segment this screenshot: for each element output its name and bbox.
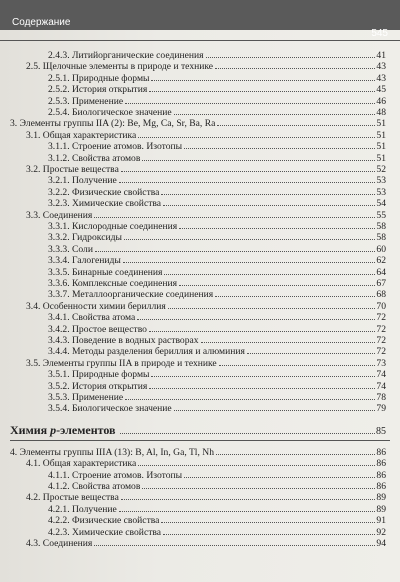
toc-entry-label: 3.3.5. Бинарные соединения <box>48 266 163 278</box>
toc-entry-page: 86 <box>376 446 386 458</box>
dot-leader <box>121 498 376 500</box>
toc-entry-page: 74 <box>376 369 386 381</box>
toc-entry <box>48 289 386 300</box>
header-page-number: 545 <box>371 28 388 39</box>
toc-entry-page: 43 <box>376 61 386 73</box>
toc-entry-page: 45 <box>376 84 386 96</box>
toc-entry <box>48 335 386 346</box>
dot-leader <box>164 273 375 275</box>
dot-leader <box>161 521 375 523</box>
dot-leader <box>123 261 376 263</box>
toc-entry-page: 53 <box>376 186 386 198</box>
toc-entry-page: 60 <box>376 243 386 255</box>
dot-leader <box>121 170 376 172</box>
dot-leader <box>125 102 375 104</box>
toc-entry <box>48 153 386 164</box>
toc-entry-page: 86 <box>376 481 386 492</box>
header-title: Содержание <box>12 17 71 28</box>
section-heading <box>10 423 386 438</box>
toc-entry <box>26 538 386 549</box>
dot-leader <box>168 307 376 309</box>
dot-leader <box>142 159 375 161</box>
toc-entry-page: 67 <box>376 278 386 289</box>
dot-leader <box>163 533 375 535</box>
toc-entry-label: 4.3. Соединения <box>26 538 93 549</box>
dot-leader <box>184 476 375 478</box>
dot-leader <box>94 544 375 546</box>
toc-entry <box>26 164 386 175</box>
dot-leader <box>119 510 376 512</box>
toc-entry-page: 72 <box>376 323 386 335</box>
toc-entry-page: 51 <box>376 129 386 141</box>
toc-entry-label: 3.5.2. История открытия <box>48 380 148 392</box>
dot-leader <box>94 216 375 218</box>
toc-entry <box>48 255 386 266</box>
toc-entry-page: 79 <box>376 403 386 415</box>
toc-entry-page: 51 <box>376 141 386 153</box>
toc-entry-label: 3.1.2. Свойства атомов <box>48 152 141 164</box>
dot-leader <box>138 464 375 466</box>
dot-leader <box>206 56 376 58</box>
toc-entry-label: 3.2.2. Физические свойства <box>48 186 160 198</box>
toc-entry <box>48 369 386 380</box>
toc-entry-page: 41 <box>376 50 386 61</box>
toc-entry <box>48 278 386 289</box>
toc-entry-label: 3.3.7. Металлоорганические соединения <box>48 289 214 301</box>
toc-entry-label: 3.2.3. Химические свойства <box>48 198 162 210</box>
toc-entry <box>48 175 386 186</box>
toc-entry-label: 3.3. Соединения <box>26 209 93 221</box>
toc-entry-page: 72 <box>376 335 386 346</box>
toc-entry <box>48 403 386 414</box>
toc-entry-label: 2.5.3. Применение <box>48 95 124 107</box>
dot-leader <box>216 453 375 455</box>
dot-leader <box>215 295 375 297</box>
toc-entry-page: 52 <box>376 164 386 175</box>
toc-entry-page: 48 <box>376 107 386 118</box>
page-header <box>0 0 400 30</box>
toc-entry-label: 3.4.1. Свойства атома <box>48 312 136 324</box>
toc-entry <box>48 312 386 323</box>
toc-entry-label: 3.5.4. Биологическое значение <box>48 403 172 415</box>
section-heading-page: 85 <box>376 425 386 437</box>
toc-entry <box>48 187 386 198</box>
toc-entry-page: 64 <box>376 266 386 278</box>
toc-entry-label: 3.1. Общая характеристика <box>26 129 137 141</box>
toc-entry <box>10 447 386 458</box>
toc-entry-label: 3.2. Простые вещества <box>26 164 119 175</box>
dot-leader <box>149 330 375 332</box>
dot-leader <box>95 250 375 252</box>
dot-leader <box>142 487 375 489</box>
toc-entry-label: 4.2.3. Химические свойства <box>48 526 162 538</box>
toc-entry-label: 3.2.1. Получение <box>48 175 117 187</box>
toc-entry-page: 86 <box>376 469 386 481</box>
dot-leader <box>247 352 375 354</box>
toc-entry-page: 51 <box>376 118 386 130</box>
toc-entry-label: 3.5. Элементы группы IIA в природе и технике <box>26 357 217 369</box>
toc-entry <box>48 392 386 403</box>
dot-leader <box>219 364 376 366</box>
dot-leader <box>201 341 376 343</box>
toc-entry-label: 4.2.2. Физические свойства <box>48 515 160 527</box>
toc-entry-page: 43 <box>376 72 386 84</box>
toc-entry-page: 78 <box>376 392 386 403</box>
dot-leader <box>124 238 375 240</box>
toc-entry <box>26 301 386 312</box>
toc-entry-label: 3. Элементы группы IIA (2): Be, Mg, Ca, Sr, Ba, Ra <box>10 118 216 130</box>
toc-entry <box>48 244 386 255</box>
toc-entry-label: 2.4.3. Литийорганические соединения <box>48 50 204 61</box>
dot-leader <box>174 409 376 411</box>
toc-entry <box>48 515 386 526</box>
toc-entry-page: 58 <box>376 221 386 232</box>
toc-entry <box>26 130 386 141</box>
toc-entry <box>48 504 386 515</box>
dot-leader <box>215 67 375 69</box>
toc-entry-label: 3.4.3. Поведение в водных растворах <box>48 335 199 346</box>
dot-leader <box>184 147 375 149</box>
toc-entry-label: 2.5.2. История открытия <box>48 84 148 96</box>
dot-leader <box>174 113 376 115</box>
toc-entry-label: 3.4.2. Простое вещество <box>48 323 147 335</box>
toc-entry <box>48 107 386 118</box>
toc-entry-label: 4.2.1. Получение <box>48 503 117 515</box>
dot-leader <box>163 204 375 206</box>
toc-entry-page: 73 <box>376 357 386 369</box>
toc-entry-page: 74 <box>376 380 386 392</box>
toc-entry <box>48 221 386 232</box>
toc-entry-page: 62 <box>376 255 386 267</box>
toc-entry-page: 51 <box>376 152 386 164</box>
toc-entry-label: 3.4. Особенности химии бериллия <box>26 300 166 312</box>
toc-entry-label: 3.5.3. Применение <box>48 392 124 403</box>
dot-leader <box>217 124 375 126</box>
toc-entry-label: 3.3.1. Кислородные соединения <box>48 221 178 232</box>
toc-entry <box>48 50 386 61</box>
toc-entry-page: 86 <box>376 458 386 470</box>
toc-entry <box>48 84 386 95</box>
toc-entry <box>26 61 386 72</box>
toc-entry-page: 58 <box>376 232 386 244</box>
toc-entry-label: 4.1. Общая характеристика <box>26 458 137 470</box>
dot-leader <box>120 433 375 434</box>
dot-leader <box>161 193 375 195</box>
dot-leader <box>125 398 375 400</box>
toc-entry-label: 3.3.4. Галогениды <box>48 255 121 267</box>
dot-leader <box>179 227 375 229</box>
toc-entry-page: 72 <box>376 312 386 324</box>
toc-entry-page: 68 <box>376 289 386 301</box>
toc-entry-label: 4.2. Простые вещества <box>26 492 119 504</box>
toc-entry <box>48 267 386 278</box>
toc-entry-label: 3.3.6. Комплексные соединения <box>48 278 178 289</box>
toc-entry-label: 3.3.2. Гидроксиды <box>48 232 122 244</box>
toc-entry <box>26 210 386 221</box>
toc-entry-label: 4.1.1. Строение атомов. Изотопы <box>48 469 183 481</box>
toc-entry-label: 3.5.1. Природные формы <box>48 369 150 381</box>
toc-entry <box>26 492 386 503</box>
toc-entry <box>48 346 386 357</box>
toc-entry <box>48 324 386 335</box>
section-heading-label: Химия p-элементов <box>10 422 116 437</box>
toc-entry-label: 3.1.1. Строение атомов. Изотопы <box>48 141 183 153</box>
toc-entry-page: 70 <box>376 300 386 312</box>
toc-entry-page: 53 <box>376 175 386 187</box>
toc-entry <box>26 358 386 369</box>
dot-leader <box>137 318 375 320</box>
toc-entry-label: 2.5. Щелочные элементы в природе и технике <box>26 61 214 73</box>
toc-entry-page: 94 <box>376 538 386 549</box>
toc-entry-page: 89 <box>376 503 386 515</box>
dot-leader <box>149 90 375 92</box>
toc-entry-label: 4. Элементы группы IIIA (13): B, Al, In, Ga, Tl, Nh <box>10 446 214 458</box>
toc-entry-page: 46 <box>376 95 386 107</box>
toc-entry <box>48 141 386 152</box>
toc-entry-label: 2.5.4. Биологическое значение <box>48 107 172 118</box>
toc-entry-page: 54 <box>376 198 386 210</box>
toc-entry-page: 55 <box>376 209 386 221</box>
toc-entry-page: 91 <box>376 515 386 527</box>
toc-entry-page: 89 <box>376 492 386 504</box>
toc-entry-label: 3.3.3. Соли <box>48 243 93 255</box>
toc-entry <box>48 198 386 209</box>
toc-entry-page: 72 <box>376 346 386 358</box>
dot-leader <box>149 387 375 389</box>
toc-entry <box>48 527 386 538</box>
toc-entry <box>48 481 386 492</box>
toc-entry-label: 2.5.1. Природные формы <box>48 72 150 84</box>
toc-entry-label: 3.4.4. Методы разделения бериллия и алюминия <box>48 346 245 358</box>
toc-entry-page: 92 <box>376 526 386 538</box>
header-divider <box>0 40 400 41</box>
dot-leader <box>138 136 375 138</box>
toc-entry <box>48 381 386 392</box>
toc-entry <box>48 73 386 84</box>
toc-entry <box>48 470 386 481</box>
section-divider <box>10 440 390 441</box>
toc-entry <box>48 232 386 243</box>
dot-leader <box>151 79 375 81</box>
toc-entry-label: 4.1.2. Свойства атомов <box>48 481 141 492</box>
dot-leader <box>151 375 375 377</box>
dot-leader <box>119 181 376 183</box>
toc-entry <box>48 96 386 107</box>
dot-leader <box>179 284 375 286</box>
toc-entry <box>26 458 386 469</box>
toc-entry <box>10 118 386 129</box>
